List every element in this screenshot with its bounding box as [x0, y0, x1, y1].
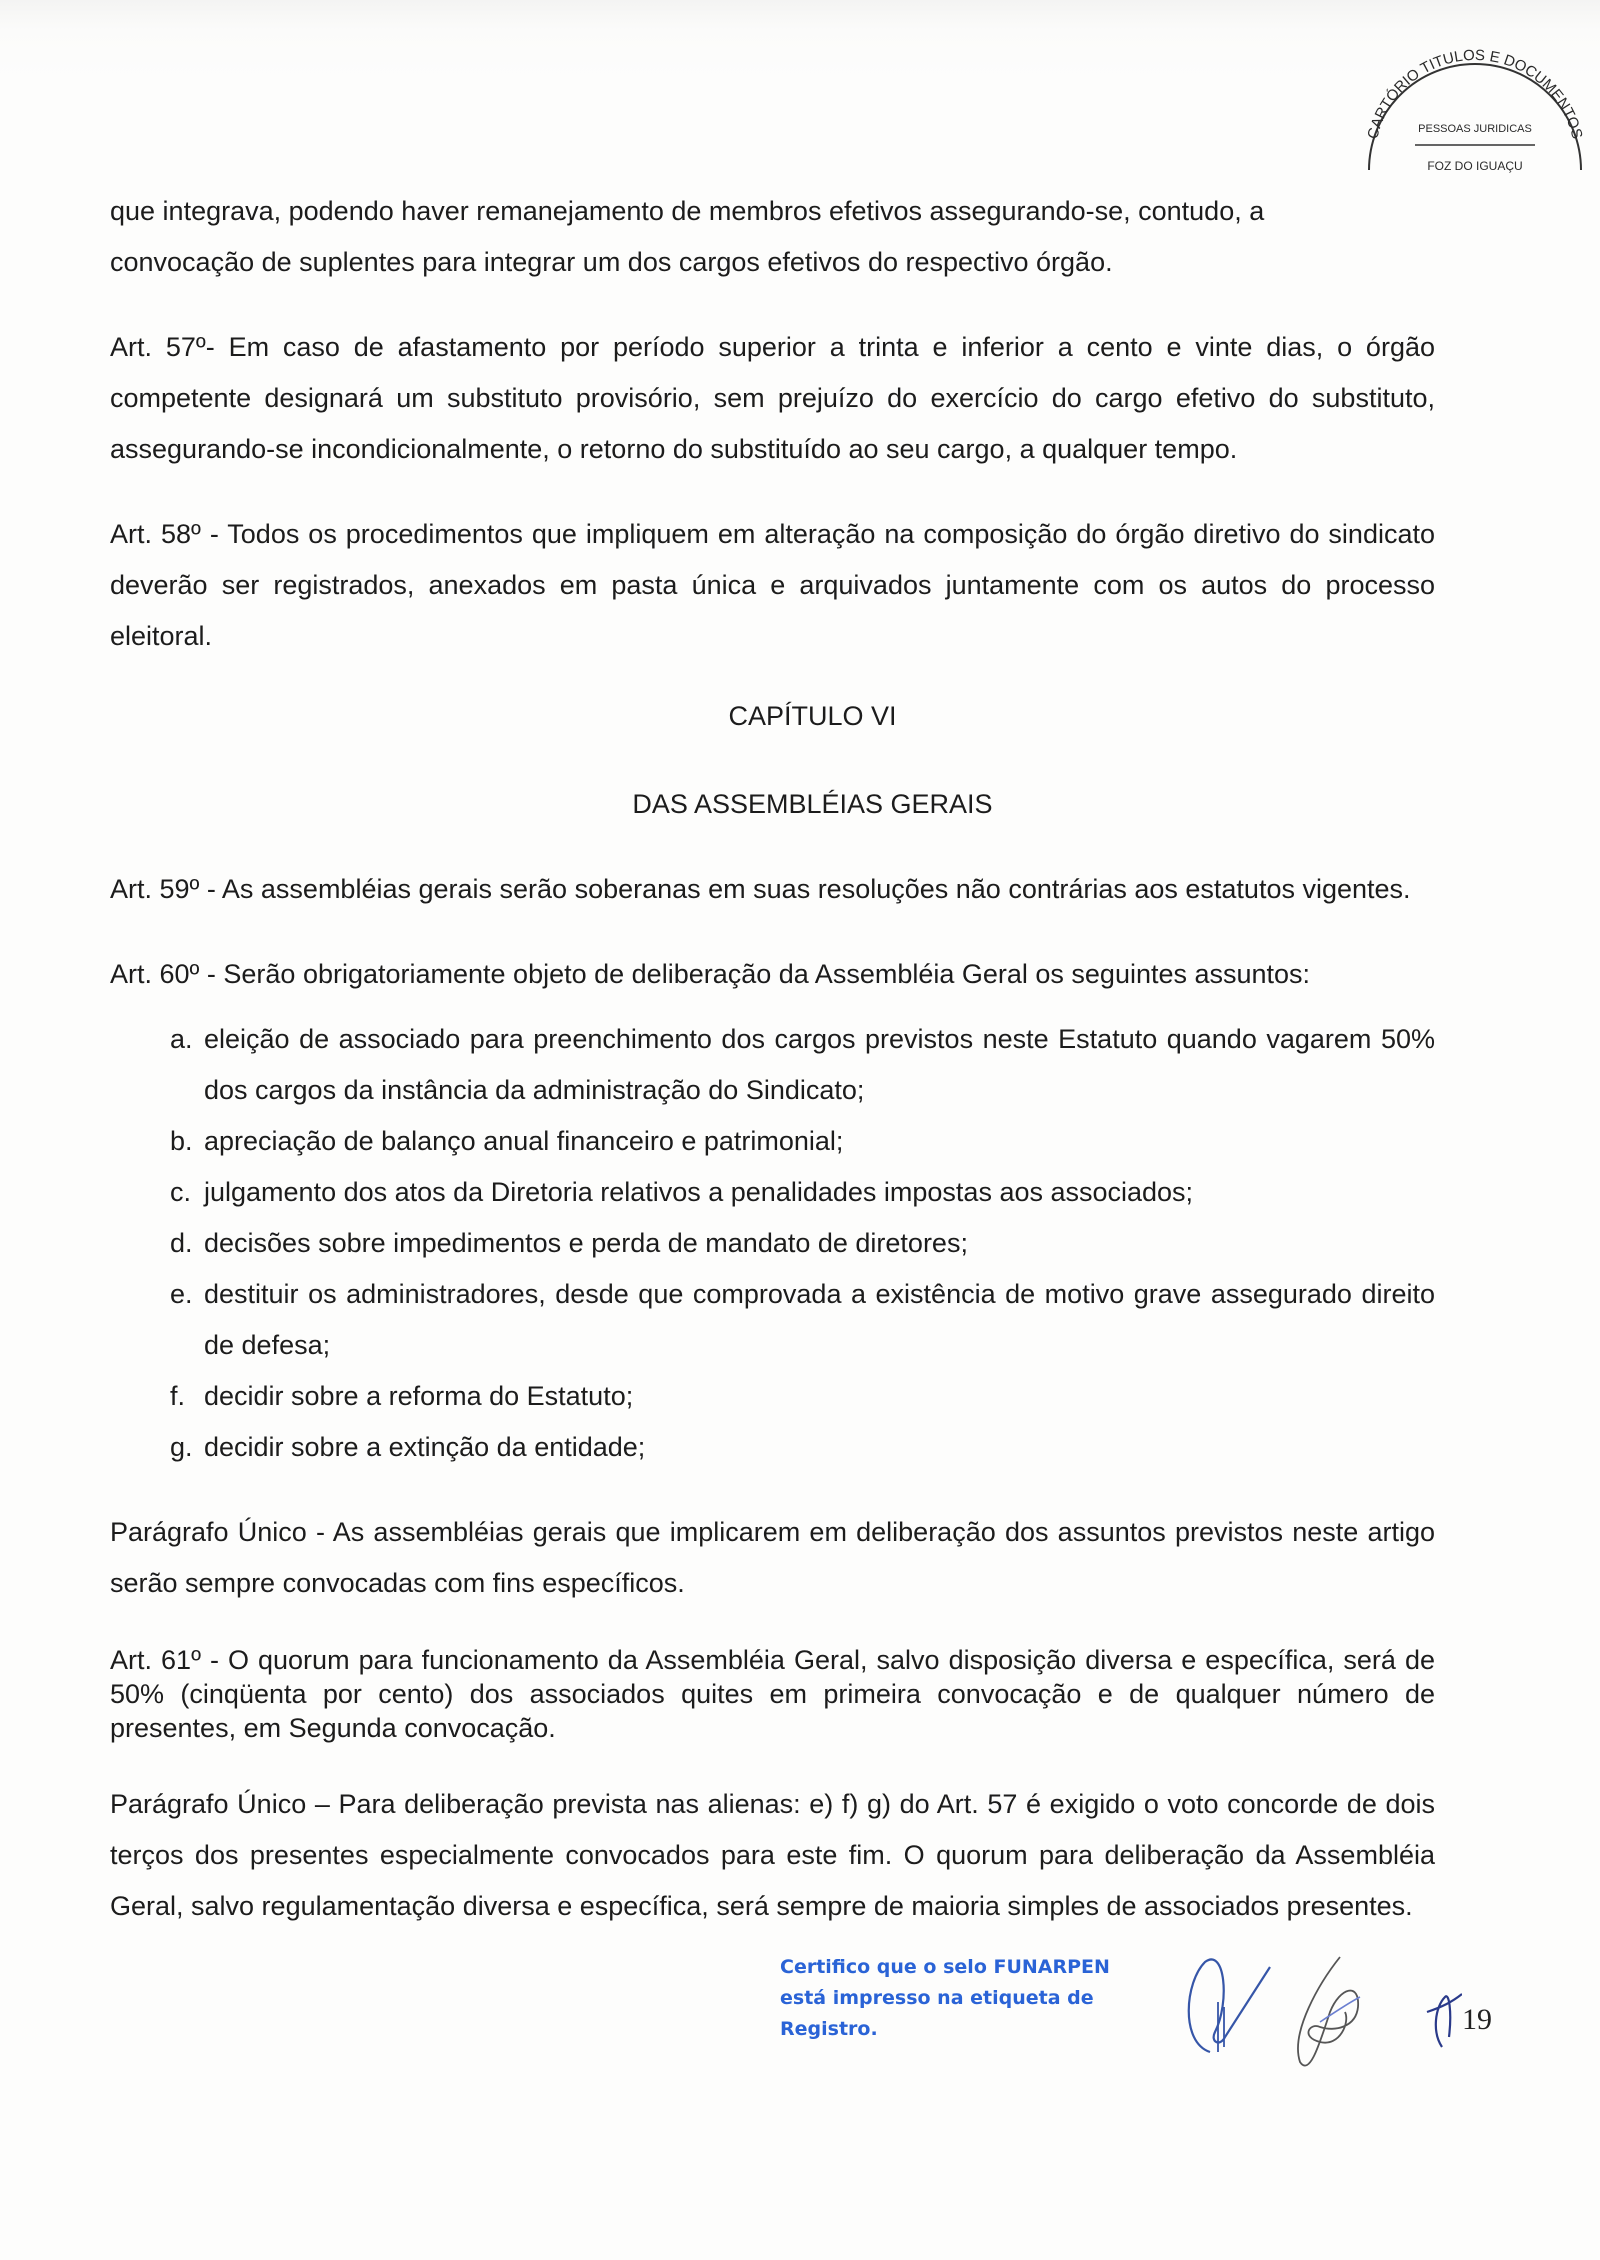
chapter-title: DAS ASSEMBLÉIAS GERAIS — [632, 789, 993, 819]
list-item-text: destituir os administradores, desde que comprovada a existência de motivo grave — [204, 1279, 1202, 1309]
signatures-icon — [1170, 1942, 1410, 2082]
stamp-outer-text: CARTÓRIO TITULOS E DOCUMENTOS — [1364, 46, 1586, 141]
stamp-bottom-text: FOZ DO IGUAÇU — [1427, 159, 1523, 173]
paragrafo-unico-art61: Parágrafo Único – Para deliberação prevista nas alienas: e) f) g) do Art. 57 é exigido o voto concorde de dois terços dos presentes especialmente convocados para este fim. O quorum para deliberação da Assembléia Geral, salvo regulamentação diversa e específica, será sempre de maioria simples de associados presentes. — [110, 1789, 1435, 1921]
list-item-text: decidir sobre a reforma do Estatuto; — [204, 1381, 634, 1411]
article-58: Art. 58º - Todos os procedimentos que impliquem em alteração na composição do órgão diretivo do sindicato deverão ser registrados, anexados em pasta única e arquivados juntamente com os autos do processo eleitoral. — [110, 519, 1435, 651]
list-item-text: decisões sobre impedimentos e perda de mandato de diretores; — [204, 1228, 968, 1258]
list-item — [170, 1218, 1435, 1269]
list-marker: c. — [170, 1177, 192, 1207]
list-item — [170, 1014, 1435, 1116]
page-footer — [0, 1942, 1600, 2092]
certification-line-3: Registro. — [780, 2018, 878, 2040]
article-59: Art. 59º - As assembléias gerais serão soberanas em suas resoluções não contrárias aos estatutos vigentes. — [110, 874, 1411, 904]
list-item-text: eleição de associado para preenchimento dos cargos previstos neste Estatuto quando — [204, 1024, 1257, 1054]
list-item-text: decidir sobre a extinção da entidade; — [204, 1432, 646, 1462]
continuation-line-1: que integrava, podendo haver remanejamento de membros efetivos assegurando-se, contudo, a — [110, 196, 1265, 226]
list-item — [170, 1371, 1435, 1422]
paragrafo-unico-art60: Parágrafo Único - As assembléias gerais que implicarem em deliberação dos assuntos previstos neste artigo serão sempre convocadas com fins específicos. — [110, 1517, 1435, 1598]
article-60-list — [170, 1014, 1435, 1473]
list-item-continuation: assegurado direito de defesa; — [204, 1279, 1435, 1360]
list-marker: a. — [170, 1024, 193, 1054]
continuation-paragraph — [110, 186, 1310, 288]
list-item — [170, 1422, 1435, 1473]
list-marker: d. — [170, 1228, 193, 1258]
document-body — [110, 186, 1435, 1932]
certification-line-1: Certifico que o selo FUNARPEN — [780, 1956, 1110, 1978]
list-item-continuation: vagarem 50% dos cargos da instância da administração do Sindicato; — [204, 1024, 1435, 1105]
page-number-text: 19 — [1462, 2002, 1492, 2036]
list-item — [170, 1269, 1435, 1371]
stamp-inner-text: PESSOAS JURIDICAS — [1418, 123, 1532, 135]
initials-signature-icon — [1422, 1992, 1462, 2052]
article-61: Art. 61º - O quorum para funcionamento da Assembléia Geral, salvo disposição diversa e específica, será de 50% (cinqüenta por cento) dos associados quites em primeira convocação e de qualquer número de presentes, em Segunda convocação. — [110, 1645, 1435, 1743]
list-marker: b. — [170, 1126, 193, 1156]
list-marker: f. — [170, 1381, 186, 1411]
chapter-number: CAPÍTULO VI — [728, 701, 897, 731]
continuation-line-2: convocação de suplentes para integrar um dos cargos efetivos do respectivo órgão. — [110, 247, 1113, 277]
list-item — [170, 1167, 1435, 1218]
list-item — [170, 1116, 1435, 1167]
page-number — [1422, 1992, 1492, 2052]
list-item-text: julgamento dos atos da Diretoria relativos a penalidades impostas aos associados; — [204, 1177, 1194, 1207]
list-item-text: apreciação de balanço anual financeiro e patrimonial; — [204, 1126, 844, 1156]
certification-note — [780, 1952, 1120, 2045]
notary-stamp-icon — [1355, 20, 1595, 180]
article-57: Art. 57º- Em caso de afastamento por período superior a trinta e inferior a cento e vinte dias, o órgão competente designará um substituto provisório, sem prejuízo do exercício do cargo efetivo do substituto, assegurando-se incondicionalmente, o retorno do substituído ao seu cargo, a qualquer tempo. — [110, 332, 1435, 464]
list-marker: g. — [170, 1432, 193, 1462]
certification-line-2: está impresso na etiqueta de — [780, 1987, 1094, 2009]
list-marker: e. — [170, 1279, 193, 1309]
article-60: Art. 60º - Serão obrigatoriamente objeto de deliberação da Assembléia Geral os seguintes assuntos: — [110, 959, 1311, 989]
